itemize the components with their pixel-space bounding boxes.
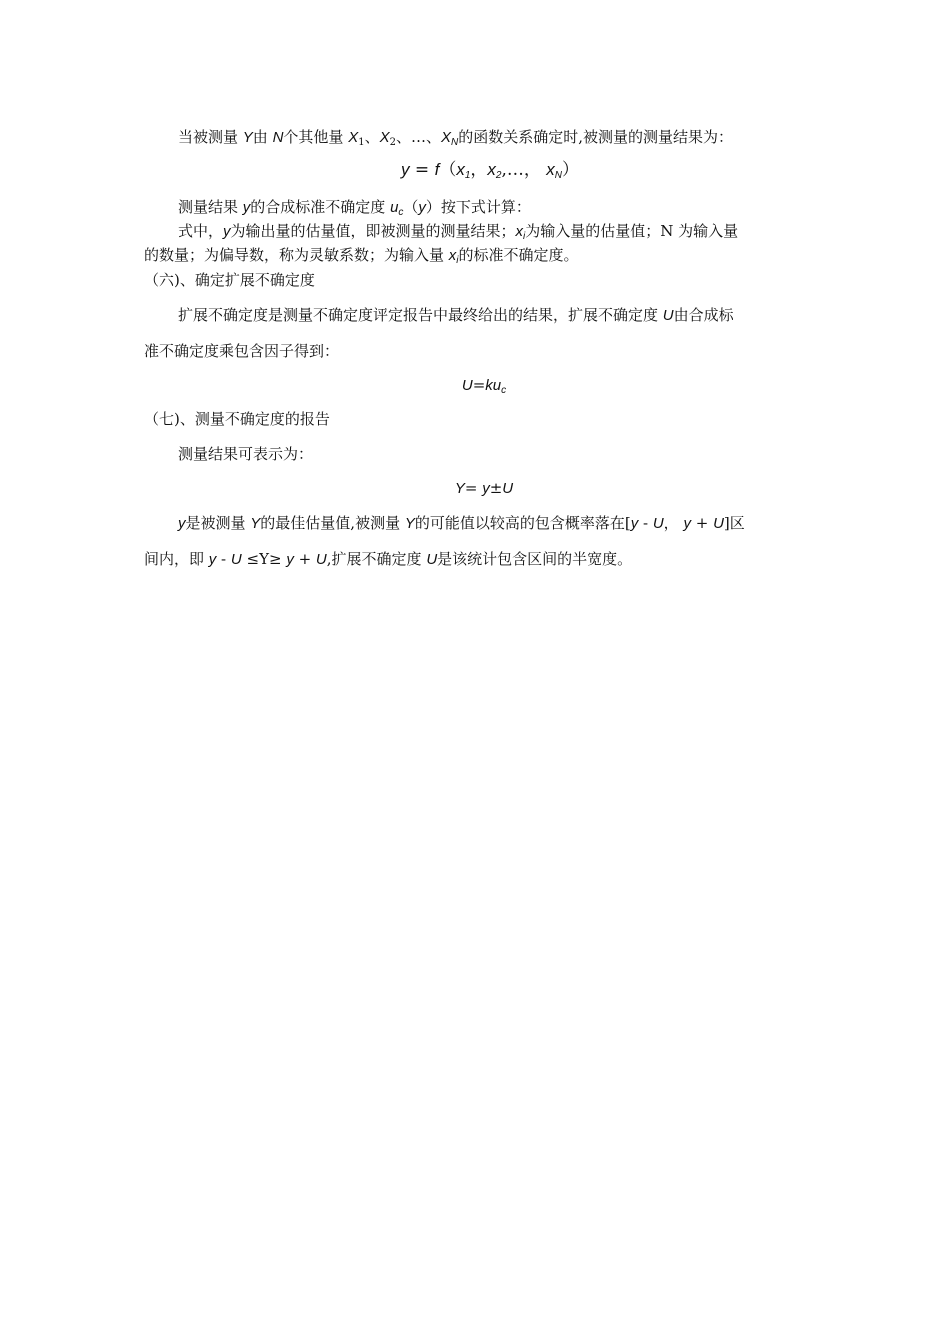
paragraph-where-line1: 式中，y为输出量的估量值，即被测量的测量结果；$x_i$为输入量的估量值；N 为输入量 (178, 222, 739, 242)
paragraph-combined-uncertainty: 测量结果 y的合成标准不确定度 $u_c(y)$按下式计算： (178, 198, 531, 218)
paragraph-interval-line2: 间内，即 y - U ≤Y≥ y + U,扩展不确定度 U是该统计包含区间的半宽度。 (144, 550, 633, 568)
section-heading-seven: （七)、测量不确定度的报告 (144, 410, 330, 428)
paragraph-expanded-uncertainty-line2: 准不确定度乘包含因子得到： (144, 342, 340, 360)
equation-measurement-result: $y = f(x_1$，$x_2,\dots$， $x_N$） (401, 160, 579, 181)
paragraph-functional-relation: 当被测量 Y由 N个其他量 $X_1$、$X_2$、…、$X_N$的函数关系确定时,被测量的测量结果为： (178, 128, 734, 148)
equation-report: Y= y±U (454, 479, 514, 497)
paragraph-interval-line1: y是被测量 Y的最佳估量值,被测量 Y的可能值以较高的包含概率落在[y - U， y + U]区 (178, 514, 745, 532)
paragraph-report-form: 测量结果可表示为： (178, 445, 314, 463)
paragraph-where-line2: 的数量；为偏导数，称为灵敏系数；为输入量 $x_i$的标准不确定度。 (144, 246, 579, 266)
paragraph-expanded-uncertainty-line1: 扩展不确定度是测量不确定度评定报告中最终给出的结果，扩展不确定度 U由合成标 (178, 306, 734, 324)
equation-expanded-uncertainty: $U=ku_c$ (461, 376, 507, 396)
section-heading-six: （六)、确定扩展不确定度 (144, 271, 315, 289)
